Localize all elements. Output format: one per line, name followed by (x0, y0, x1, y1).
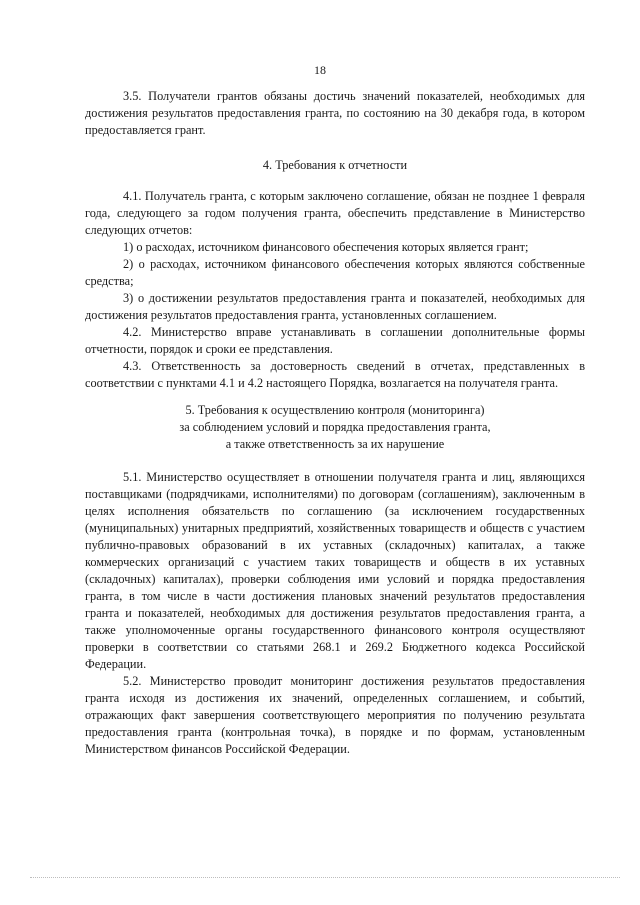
paragraph-5-1: 5.1. Министерство осуществляет в отношении получателя гранта и лиц, являющихся поставщиками (подрядчиками, исполнителями) по договорам (соглашениям), заключенным в целях исполнения обязательств по соглашению (за исключением государственных (муниципальных) унитарных предприятий, хозяйственных товариществ и обществ с участием публично-правовых образований в их уставных (складочных) капиталах, а также коммерческих организаций с участием таких товариществ и обществ в их уставных (складочных) капиталах), проверки соблюдения ими условий и порядка предоставления гранта, в том числе в части достижения плановых значений результатов предоставления гранта и показателей, необходимых для достижения результатов предоставления гранта, а также уполномоченные органы государственного финансового контроля осуществляют проверки в соответствии со статьями 268.1 и 269.2 Бюджетного кодекса Российской Федерации. (85, 470, 585, 671)
paragraph-5-2: 5.2. Министерство проводит мониторинг достижения результатов предоставления гранта исходя из достижения их значений, определенных соглашением, и событий, отражающих факт завершения соответствующего мероприятия по получению результата предоставления гранта (контрольная точка), в порядке и по формам, установленным Министерством финансов Российской Федерации. (85, 674, 585, 756)
section-5-title (85, 402, 585, 453)
paragraph-4-3: 4.3. Ответственность за достоверность сведений в отчетах, представленных в соответствии с пунктами 4.1 и 4.2 настоящего Порядка, возлагается на получателя гранта. (85, 359, 585, 390)
section-5-title-line-1: 5. Требования к осуществлению контроля (мониторинга) (185, 403, 485, 417)
paragraph-4-1-item-1: 1) о расходах, источником финансового обеспечения которых является грант; (123, 240, 529, 254)
section-5-title-line-3: а также ответственность за их нарушение (225, 437, 445, 451)
section-4-title: 4. Требования к отчетности (262, 158, 408, 172)
document-body (85, 88, 585, 758)
page-number: 18 (314, 63, 326, 77)
paragraph-4-1: 4.1. Получатель гранта, с которым заключено соглашение, обязан не позднее 1 февраля года, следующего за годом получения гранта, обеспечить представление в Министерство следующих отчетов: (85, 189, 585, 237)
paragraph-4-1-item-2: 2) о расходах, источником финансового обеспечения которых являются собственные средства; (85, 257, 585, 288)
paragraph-3-5: 3.5. Получатели грантов обязаны достичь значений показателей, необходимых для достижения результатов предоставления гранта, по состоянию на 30 декабря года, в котором предоставляется грант. (85, 89, 585, 137)
section-5-title-line-2: за соблюдением условий и порядка предоставления гранта, (179, 420, 491, 434)
bottom-scan-line (30, 877, 620, 878)
paragraph-4-1-item-3: 3) о достижении результатов предоставления гранта и показателей, необходимых для достижения результатов предоставления гранта, установленных соглашением. (85, 291, 585, 322)
paragraph-4-2: 4.2. Министерство вправе устанавливать в соглашении дополнительные формы отчетности, порядок и сроки ее представления. (85, 325, 585, 356)
